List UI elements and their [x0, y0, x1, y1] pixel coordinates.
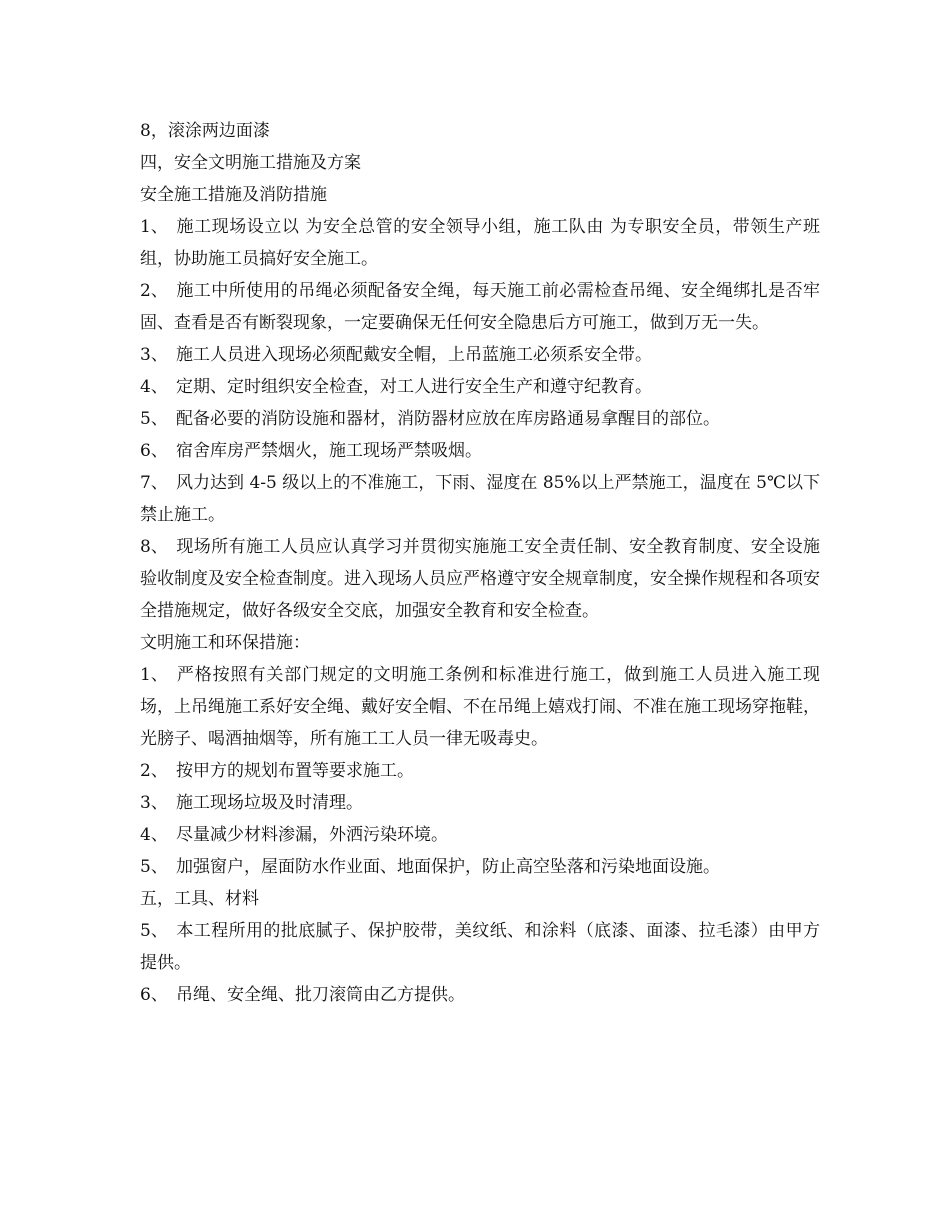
list-item	[140, 659, 820, 755]
list-item	[140, 915, 820, 979]
item-number: 4、	[140, 825, 168, 845]
list-item	[140, 787, 820, 819]
item-text: 施工现场垃圾及时清理。	[176, 793, 363, 813]
list-item	[140, 531, 820, 627]
subsection-safety-heading: 安全施工措施及消防措施	[140, 185, 327, 205]
list-item	[140, 819, 820, 851]
list-item	[140, 467, 820, 531]
item-number: 6、	[140, 985, 168, 1005]
list-item	[140, 851, 820, 883]
section-5-heading: 五，工具、材料	[140, 889, 259, 909]
item-text: 风力达到 4-5 级以上的不准施工，下雨、湿度在 85%以上严禁施工，温度在 5℃以下禁止施工。	[140, 473, 820, 525]
item-text: 施工现场设立以 为安全总管的安全领导小组，施工队由 为专职安全员，带领生产班组，协助施工员搞好安全施工。	[140, 217, 820, 269]
list-item	[140, 435, 820, 467]
item-text: 现场所有施工人员应认真学习并贯彻实施施工安全责任制、安全教育制度、安全设施验收制度及安全检查制度。进入现场人员应严格遵守安全规章制度，安全操作规程和各项安全措施规定，做好各级安全交底，加强安全教育和安全检查。	[140, 537, 820, 621]
item-number: 6、	[140, 441, 168, 461]
item-number: 2、	[140, 281, 168, 301]
item-text: 施工中所使用的吊绳必须配备安全绳，每天施工前必需检查吊绳、安全绳绑扎是否牢固、查看是否有断裂现象，一定要确保无任何安全隐患后方可施工，做到万无一失。	[140, 281, 820, 333]
list-item	[140, 403, 820, 435]
item-text: 按甲方的规划布置等要求施工。	[176, 761, 414, 781]
item-number: 3、	[140, 793, 168, 813]
list-item	[140, 371, 820, 403]
item-text: 严格按照有关部门规定的文明施工条例和标准进行施工，做到施工人员进入施工现场，上吊绳施工系好安全绳、戴好安全帽、不在吊绳上嬉戏打闹、不准在施工现场穿拖鞋，光膀子、喝酒抽烟等，所有施工工人员一律无吸毒史。	[140, 665, 820, 749]
item-number: 5、	[140, 857, 168, 877]
item-number: 4、	[140, 377, 168, 397]
item-number: 2、	[140, 761, 168, 781]
item-number: 7、	[140, 473, 168, 493]
list-item	[140, 979, 820, 1011]
list-item	[140, 275, 820, 339]
list-item	[140, 339, 820, 371]
step-8-heading: 8，滚涂两边面漆	[140, 121, 270, 141]
list-item	[140, 755, 820, 787]
item-number: 8、	[140, 537, 168, 557]
subsection-civilized-heading: 文明施工和环保措施：	[140, 633, 310, 653]
item-text: 定期、定时组织安全检查，对工人进行安全生产和遵守纪教育。	[176, 377, 652, 397]
item-text: 施工人员进入现场必须配戴安全帽，上吊蓝施工必须系安全带。	[176, 345, 652, 365]
item-text: 加强窗户，屋面防水作业面、地面保护，防止高空坠落和污染地面设施。	[176, 857, 720, 877]
item-number: 5、	[140, 409, 168, 429]
document-page	[140, 115, 820, 1011]
item-number: 5、	[140, 921, 168, 941]
item-number: 3、	[140, 345, 168, 365]
item-number: 1、	[140, 665, 168, 685]
item-number: 1、	[140, 217, 168, 237]
item-text: 配备必要的消防设施和器材，消防器材应放在库房路通易拿醒目的部位。	[176, 409, 720, 429]
section-4-heading: 四，安全文明施工措施及方案	[140, 153, 361, 173]
item-text: 宿舍库房严禁烟火，施工现场严禁吸烟。	[176, 441, 482, 461]
item-text: 尽量减少材料渗漏，外洒污染环境。	[176, 825, 448, 845]
list-item	[140, 211, 820, 275]
item-text: 吊绳、安全绳、批刀滚筒由乙方提供。	[176, 985, 465, 1005]
item-text: 本工程所用的批底腻子、保护胶带，美纹纸、和涂料（底漆、面漆、拉毛漆）由甲方提供。	[140, 921, 820, 973]
